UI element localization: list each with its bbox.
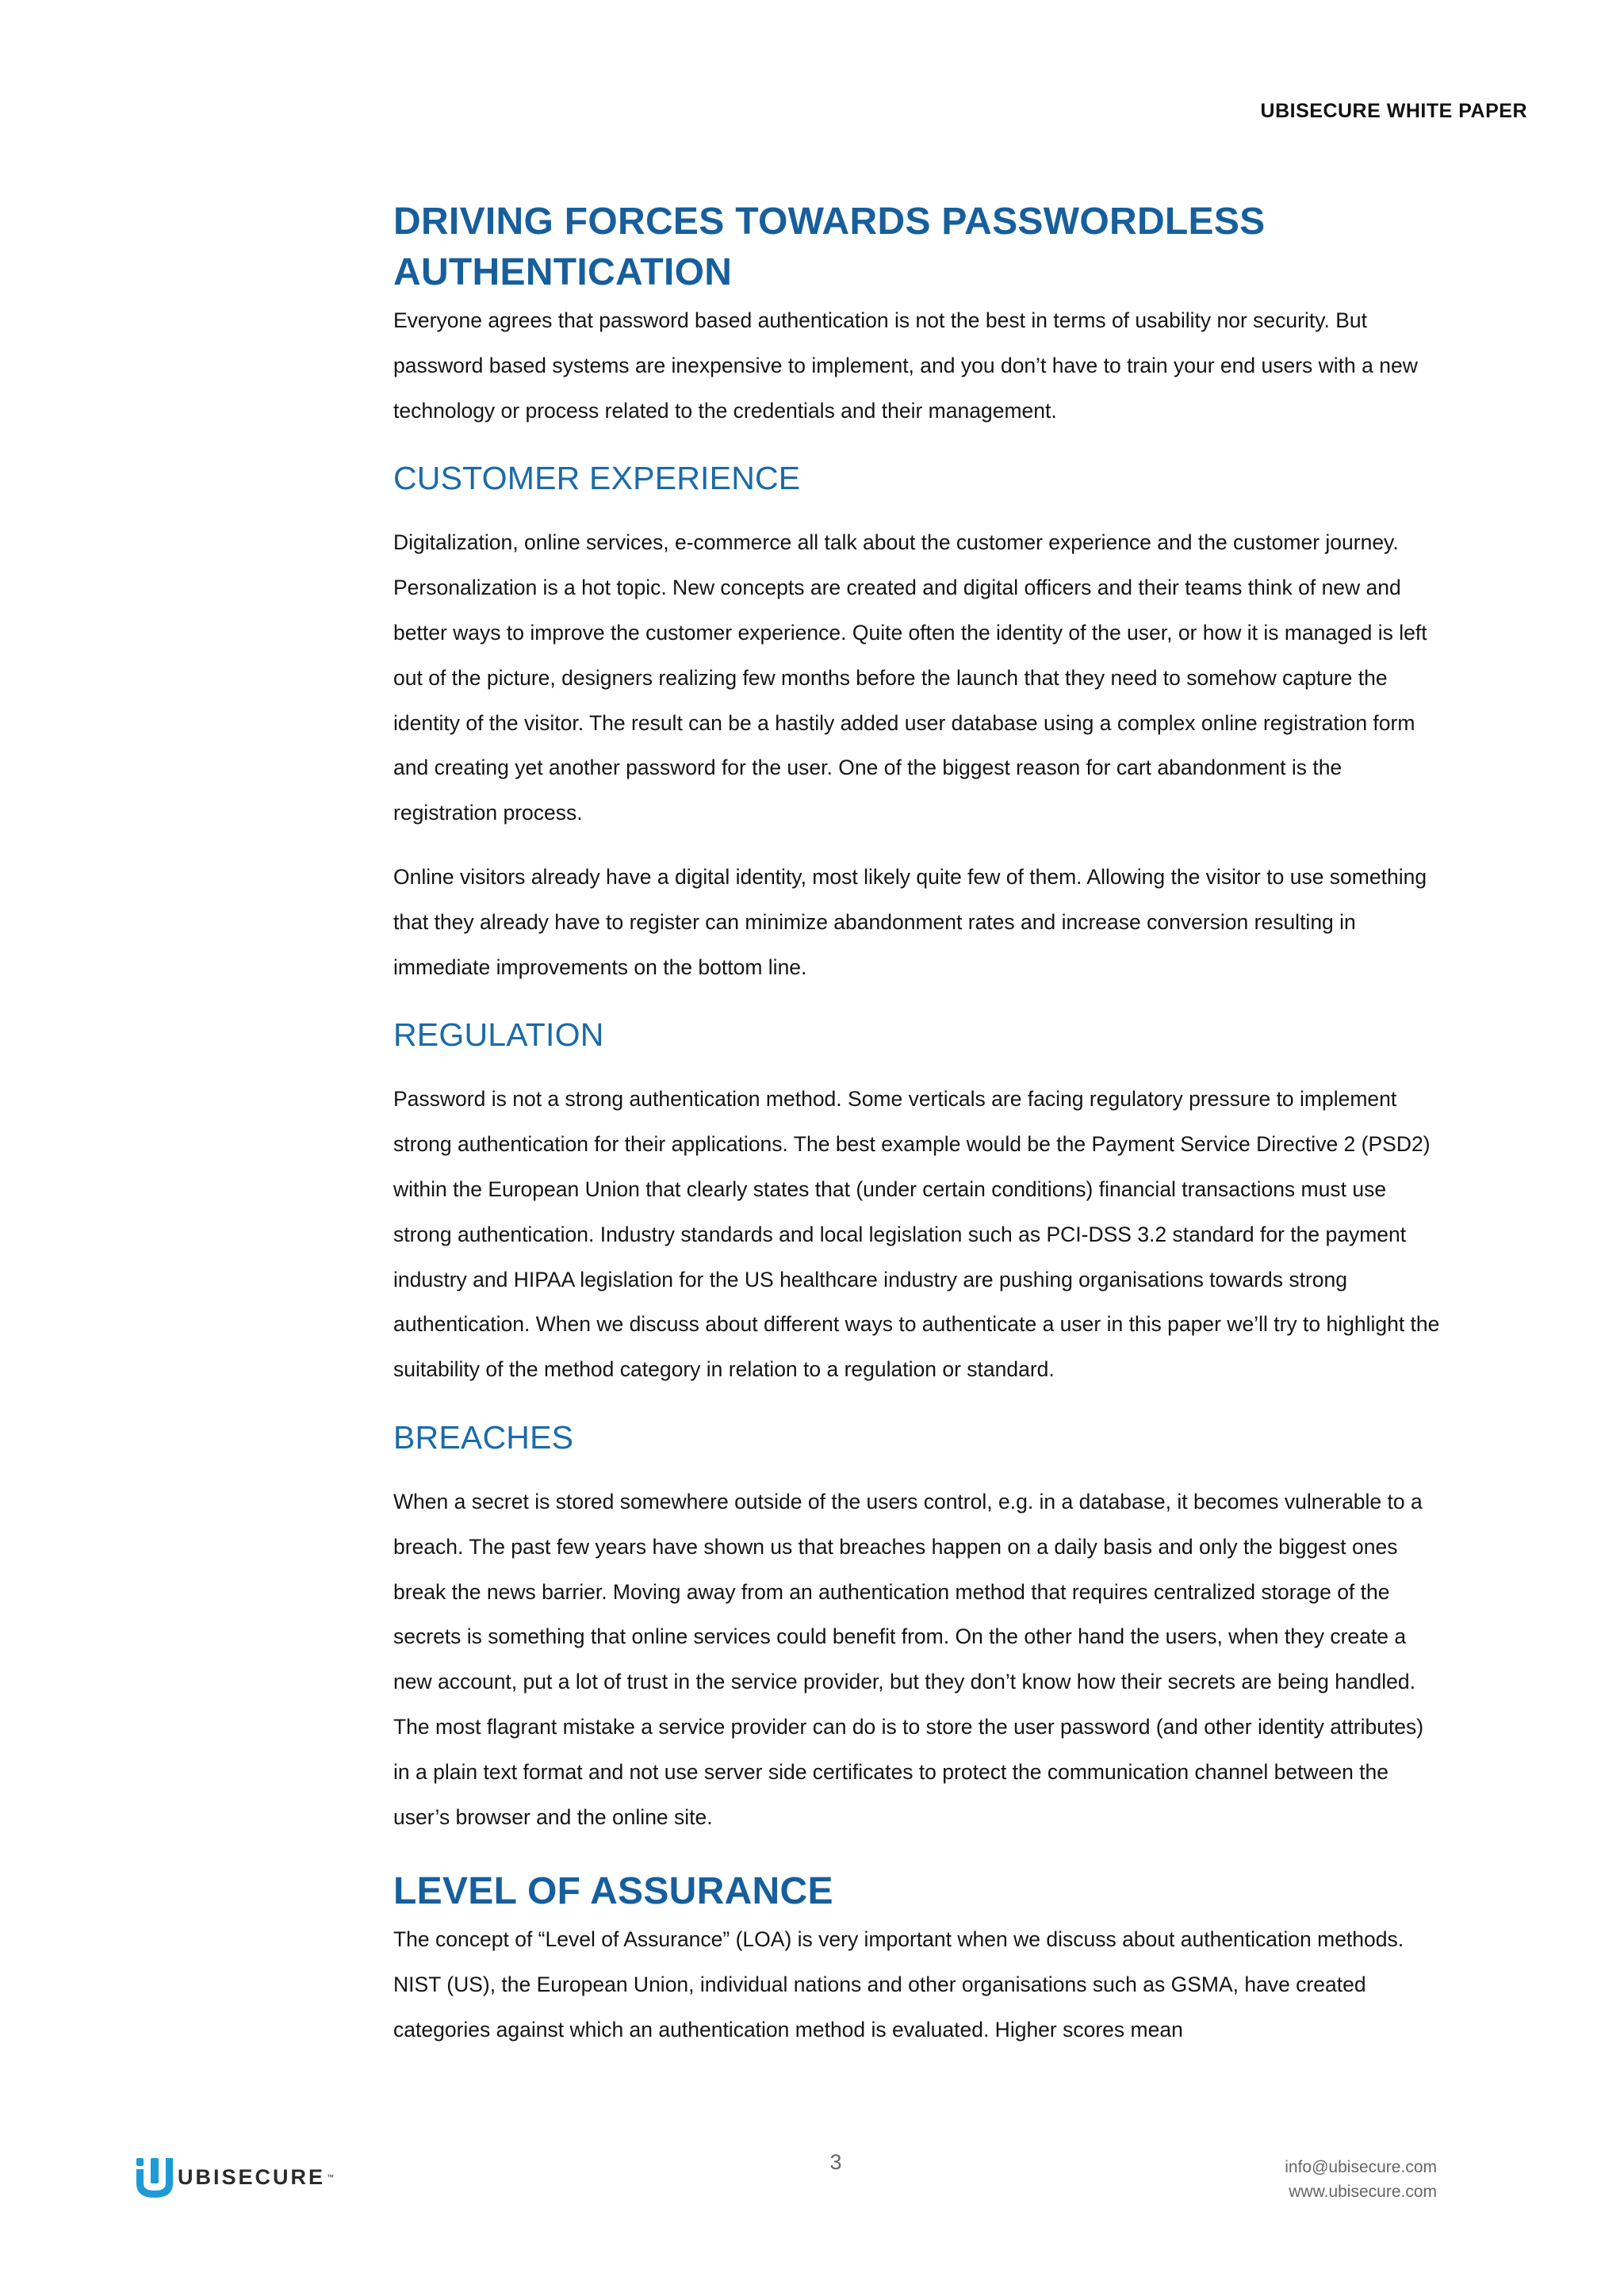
level-of-assurance-paragraph: The concept of “Level of Assurance” (LOA) is very important when we discuss about authentication methods. NIST (US), the European Union, individual nations and other organisations such as GSMA, have created categories against which an authentication method is evaluated. Higher scores mean (393, 1927, 1404, 2042)
section-title-passwordless: DRIVING FORCES TOWARDS PASSWORDLESS AUTHENTICATION (393, 201, 1266, 293)
page-number: 3 (829, 2150, 842, 2174)
ubisecure-logo (136, 2156, 334, 2198)
main-content (393, 197, 1440, 2053)
subheading-regulation: REGULATION (393, 1016, 604, 1054)
logo-trademark: ™ (327, 2173, 335, 2181)
regulation-paragraph: Password is not a strong authentication method. Some verticals are facing regulatory pressure to implement strong authentication for their applications. The best example would be the Payment Service Directive 2 (PSD2) within the European Union that clearly states that (under certain conditions) financial transactions must use strong authentication. Industry standards and local legislation such as PCI-DSS 3.2 standard for the payment industry and HIPAA legislation for the US healthcare industry are pushing organisations towards strong authentication. When we discuss about different ways to authenticate a user in this paper we’ll try to highlight the suitability of the method category in relation to a regulation or standard. (393, 1087, 1440, 1382)
subheading-customer-experience: CUSTOMER EXPERIENCE (393, 460, 801, 497)
logo-text: UBISECURE (178, 2164, 326, 2189)
header-label: UBISECURE WHITE PAPER (1260, 100, 1527, 122)
contact-email[interactable]: info@ubisecure.com (1285, 2158, 1437, 2176)
section-title-level-of-assurance: LEVEL OF ASSURANCE (393, 1870, 833, 1913)
customer-experience-paragraph-1: Digitalization, online services, e-commerce all talk about the customer experience and the customer journey. Personalization is a hot topic. New concepts are created and digital officers and their teams think of new and better ways to improve the customer experience. Quite often the identity of the user, or how it is managed is left out of the picture, designers realizing few months before the launch that they need to somehow capture the identity of the visitor. The result can be a hastily added user database using a complex online registration form and creating yet another password for the user. One of the biggest reason for cart abandonment is the registration process. (393, 530, 1427, 825)
customer-experience-paragraph-2: Online visitors already have a digital identity, most likely quite few of them. Allowing the visitor to use something that they already have to register can minimize abandonment rates and increase conversion resulting in immediate improvements on the bottom line. (393, 864, 1427, 979)
intro-paragraph: Everyone agrees that password based authentication is not the best in terms of usability nor security. But password based systems are inexpensive to implement, and you don’t have to train your end users with a new technology or process related to the credentials and their management. (393, 308, 1418, 423)
subheading-breaches: BREACHES (393, 1418, 574, 1456)
breaches-paragraph: When a secret is stored somewhere outside of the users control, e.g. in a database, it becomes vulnerable to a breach. The past few years have shown us that breaches happen on a daily basis and only the biggest ones break the news barrier. Moving away from an authentication method that requires centralized storage of the secrets is something that online services could benefit from. On the other hand the users, when they create a new account, put a lot of trust in the service provider, but they don’t know how their secrets are being handled. The most flagrant mistake a service provider can do is to store the user password (and other identity attributes) in a plain text format and not use server side certificates to protect the communication channel between the user’s browser and the online site. (393, 1489, 1424, 1829)
ubisecure-u-icon (136, 2156, 173, 2198)
footer-contact (1285, 2155, 1437, 2204)
contact-website[interactable]: www.ubisecure.com (1289, 2183, 1437, 2201)
